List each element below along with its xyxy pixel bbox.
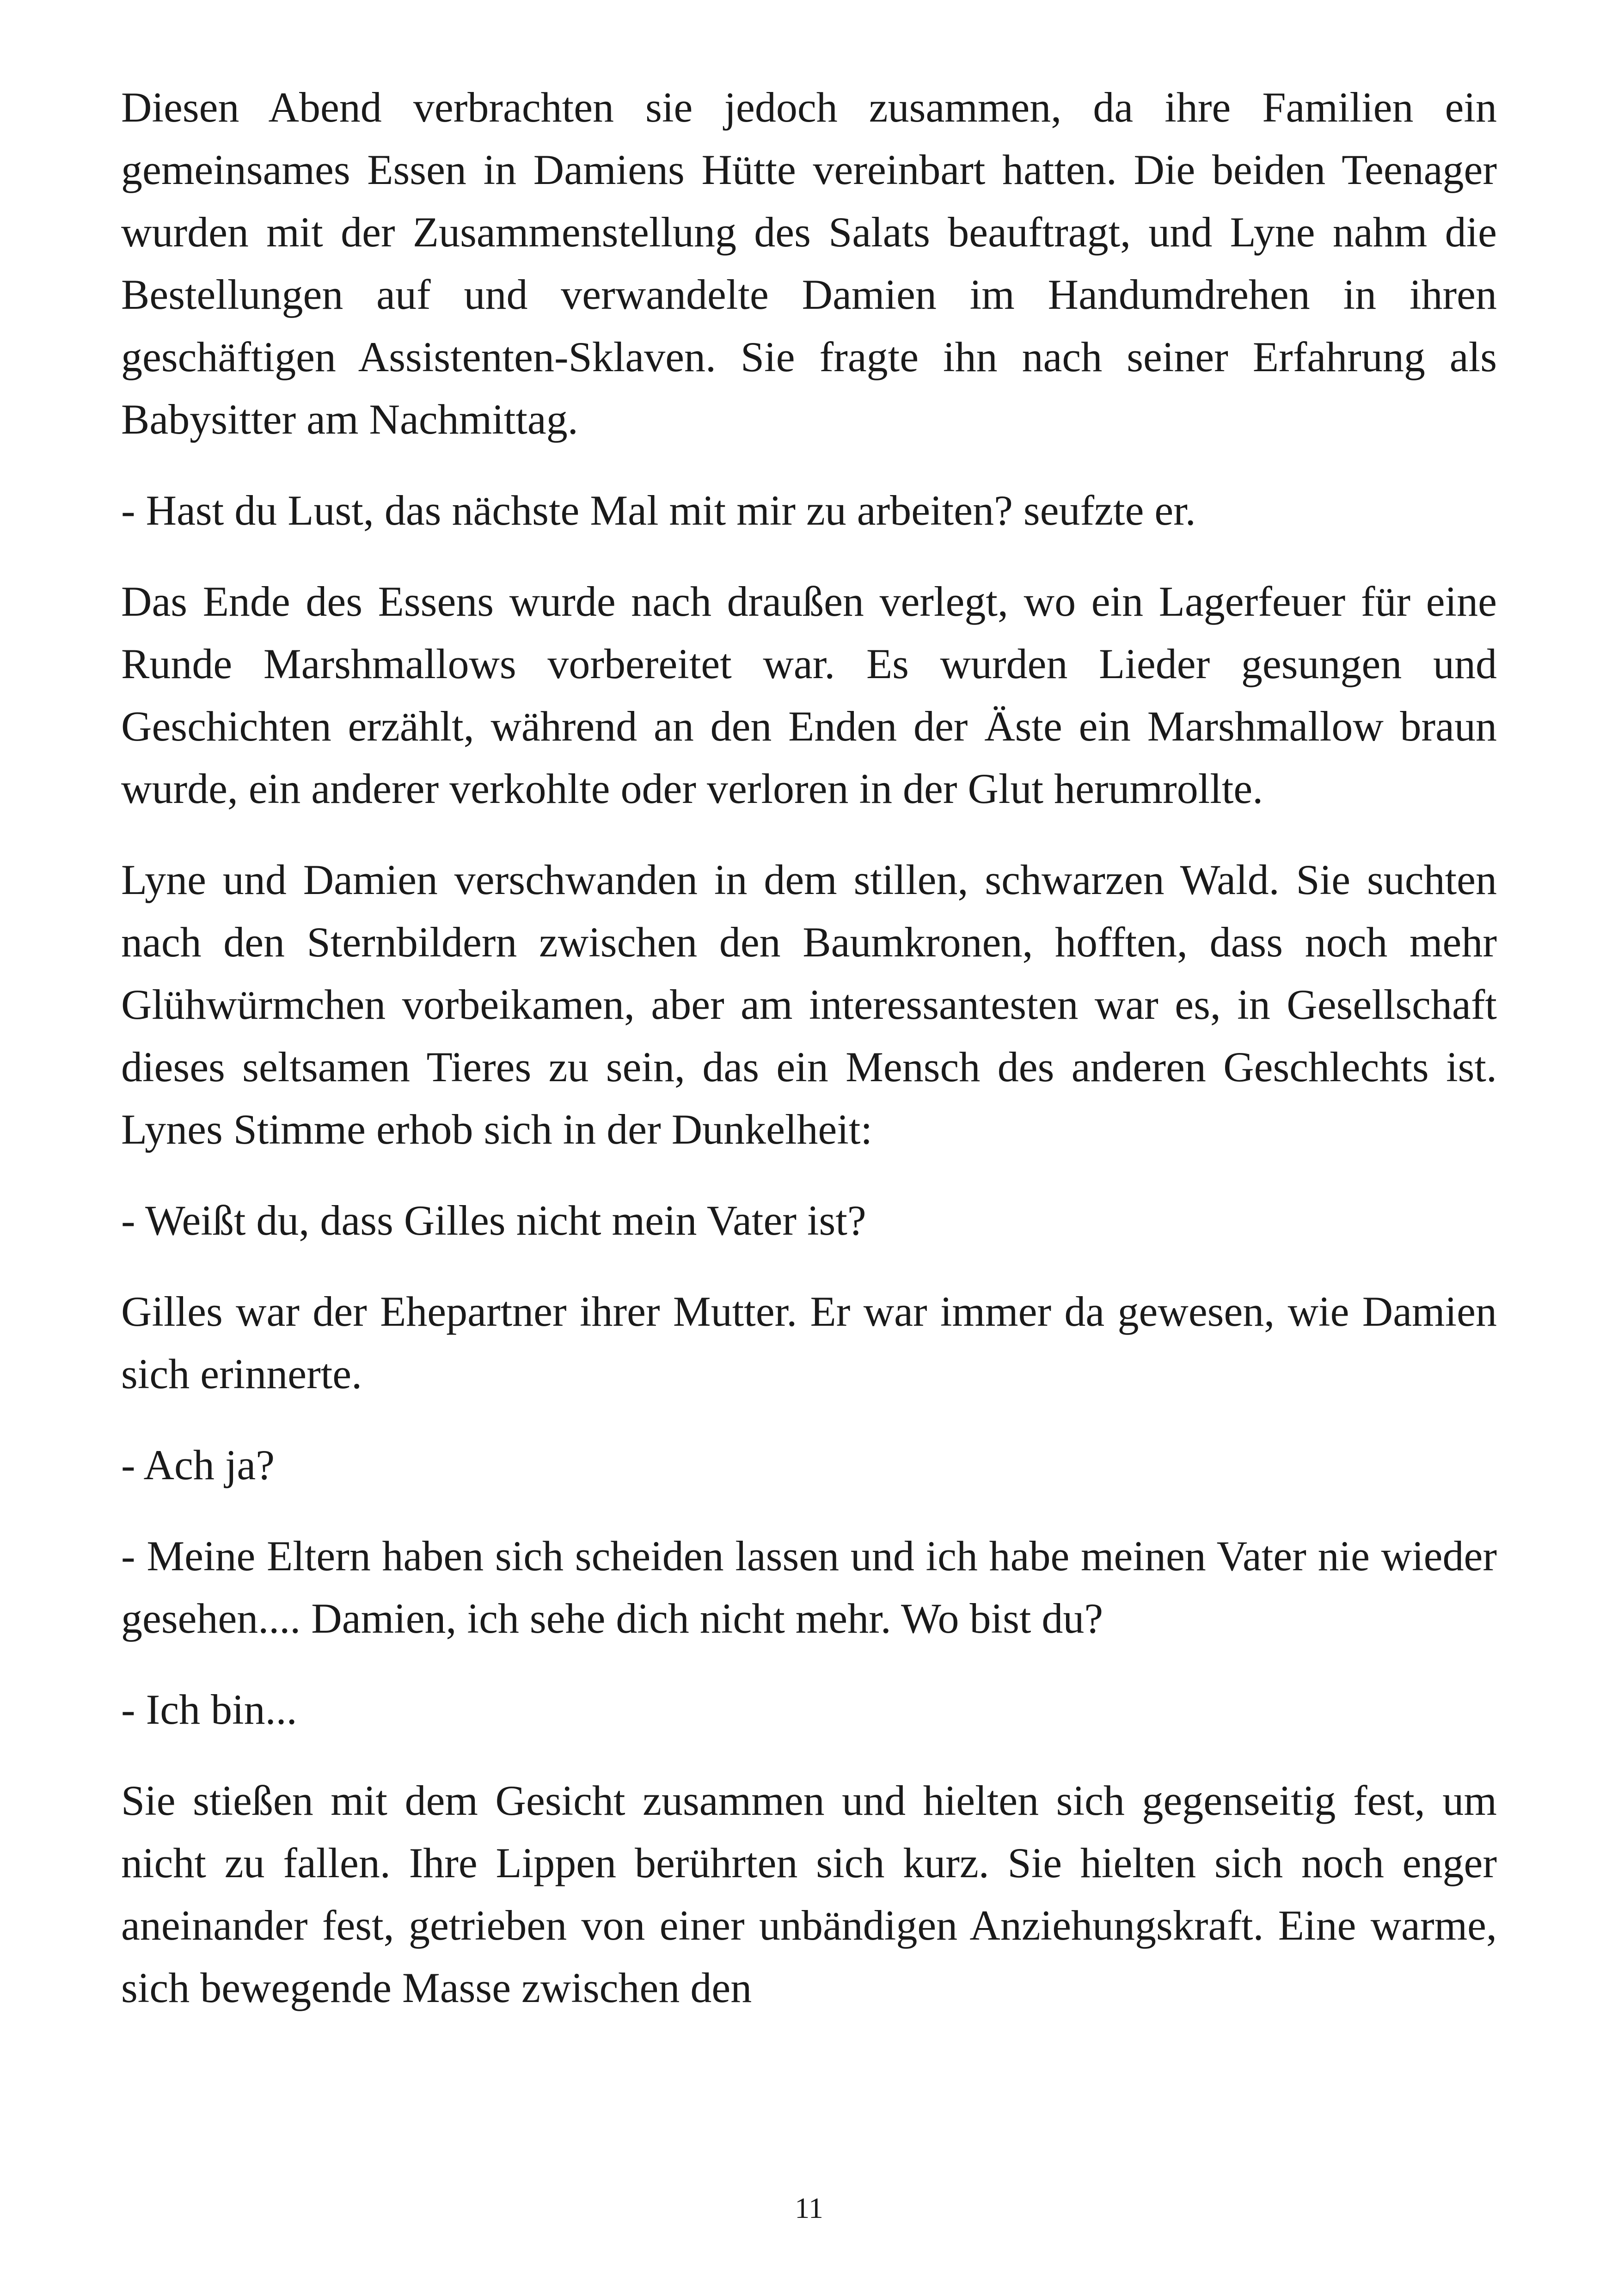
paragraph: - Ich bin...	[121, 1686, 297, 1733]
paragraph: Das Ende des Essens wurde nach draußen verlegt, wo ein Lagerfeuer für eine Runde Marshmallows vorbereitet war. Es wurden Lieder gesungen und Geschichten erzählt, während an den Enden der Äste ein Marshmallow braun wurde, ein anderer verkohlte oder verloren in der Glut herumrollte.	[121, 578, 1497, 812]
paragraph: Diesen Abend verbrachten sie jedoch zusammen, da ihre Familien ein gemeinsames Essen in Damiens Hütte vereinbart hatten. Die beiden Teenager wurden mit der Zusammenstellung des Salats beauftragt, und Lyne nahm die Bestellungen auf und verwandelte Damien im Handumdrehen in ihren geschäftigen Assistenten-Sklaven. Sie fragte ihn nach seiner Erfahrung als Babysitter am Nachmittag.	[121, 84, 1497, 443]
paragraph: Sie stießen mit dem Gesicht zusammen und hielten sich gegenseitig fest, um nicht zu fallen. Ihre Lippen berührten sich kurz. Sie hielten sich noch enger aneinander fest, getrieben von einer unbändigen Anziehungskraft. Eine warme, sich bewegende Masse zwischen den	[121, 1777, 1497, 2011]
paragraph: Gilles war der Ehepartner ihrer Mutter. Er war immer da gewesen, wie Damien sich erinnerte.	[121, 1288, 1497, 1397]
paragraph: - Meine Eltern haben sich scheiden lassen und ich habe meinen Vater nie wieder gesehen.... Damien, ich sehe dich nicht mehr. Wo bist du?	[121, 1532, 1497, 1642]
paragraph: Lyne und Damien verschwanden in dem stillen, schwarzen Wald. Sie suchten nach den Sternbildern zwischen den Baumkronen, hofften, dass noch mehr Glühwürmchen vorbeikamen, aber am interessantesten war es, in Gesellschaft dieses seltsamen Tieres zu sein, das ein Mensch des anderen Geschlechts ist. Lynes Stimme erhob sich in der Dunkelheit:	[121, 856, 1497, 1153]
page-number: 11	[795, 2192, 823, 2224]
paragraph: - Weißt du, dass Gilles nicht mein Vater ist?	[121, 1197, 866, 1244]
paragraph: - Hast du Lust, das nächste Mal mit mir zu arbeiten? seufzte er.	[121, 487, 1196, 534]
body-text	[121, 76, 1497, 2048]
paragraph: - Ach ja?	[121, 1441, 275, 1488]
